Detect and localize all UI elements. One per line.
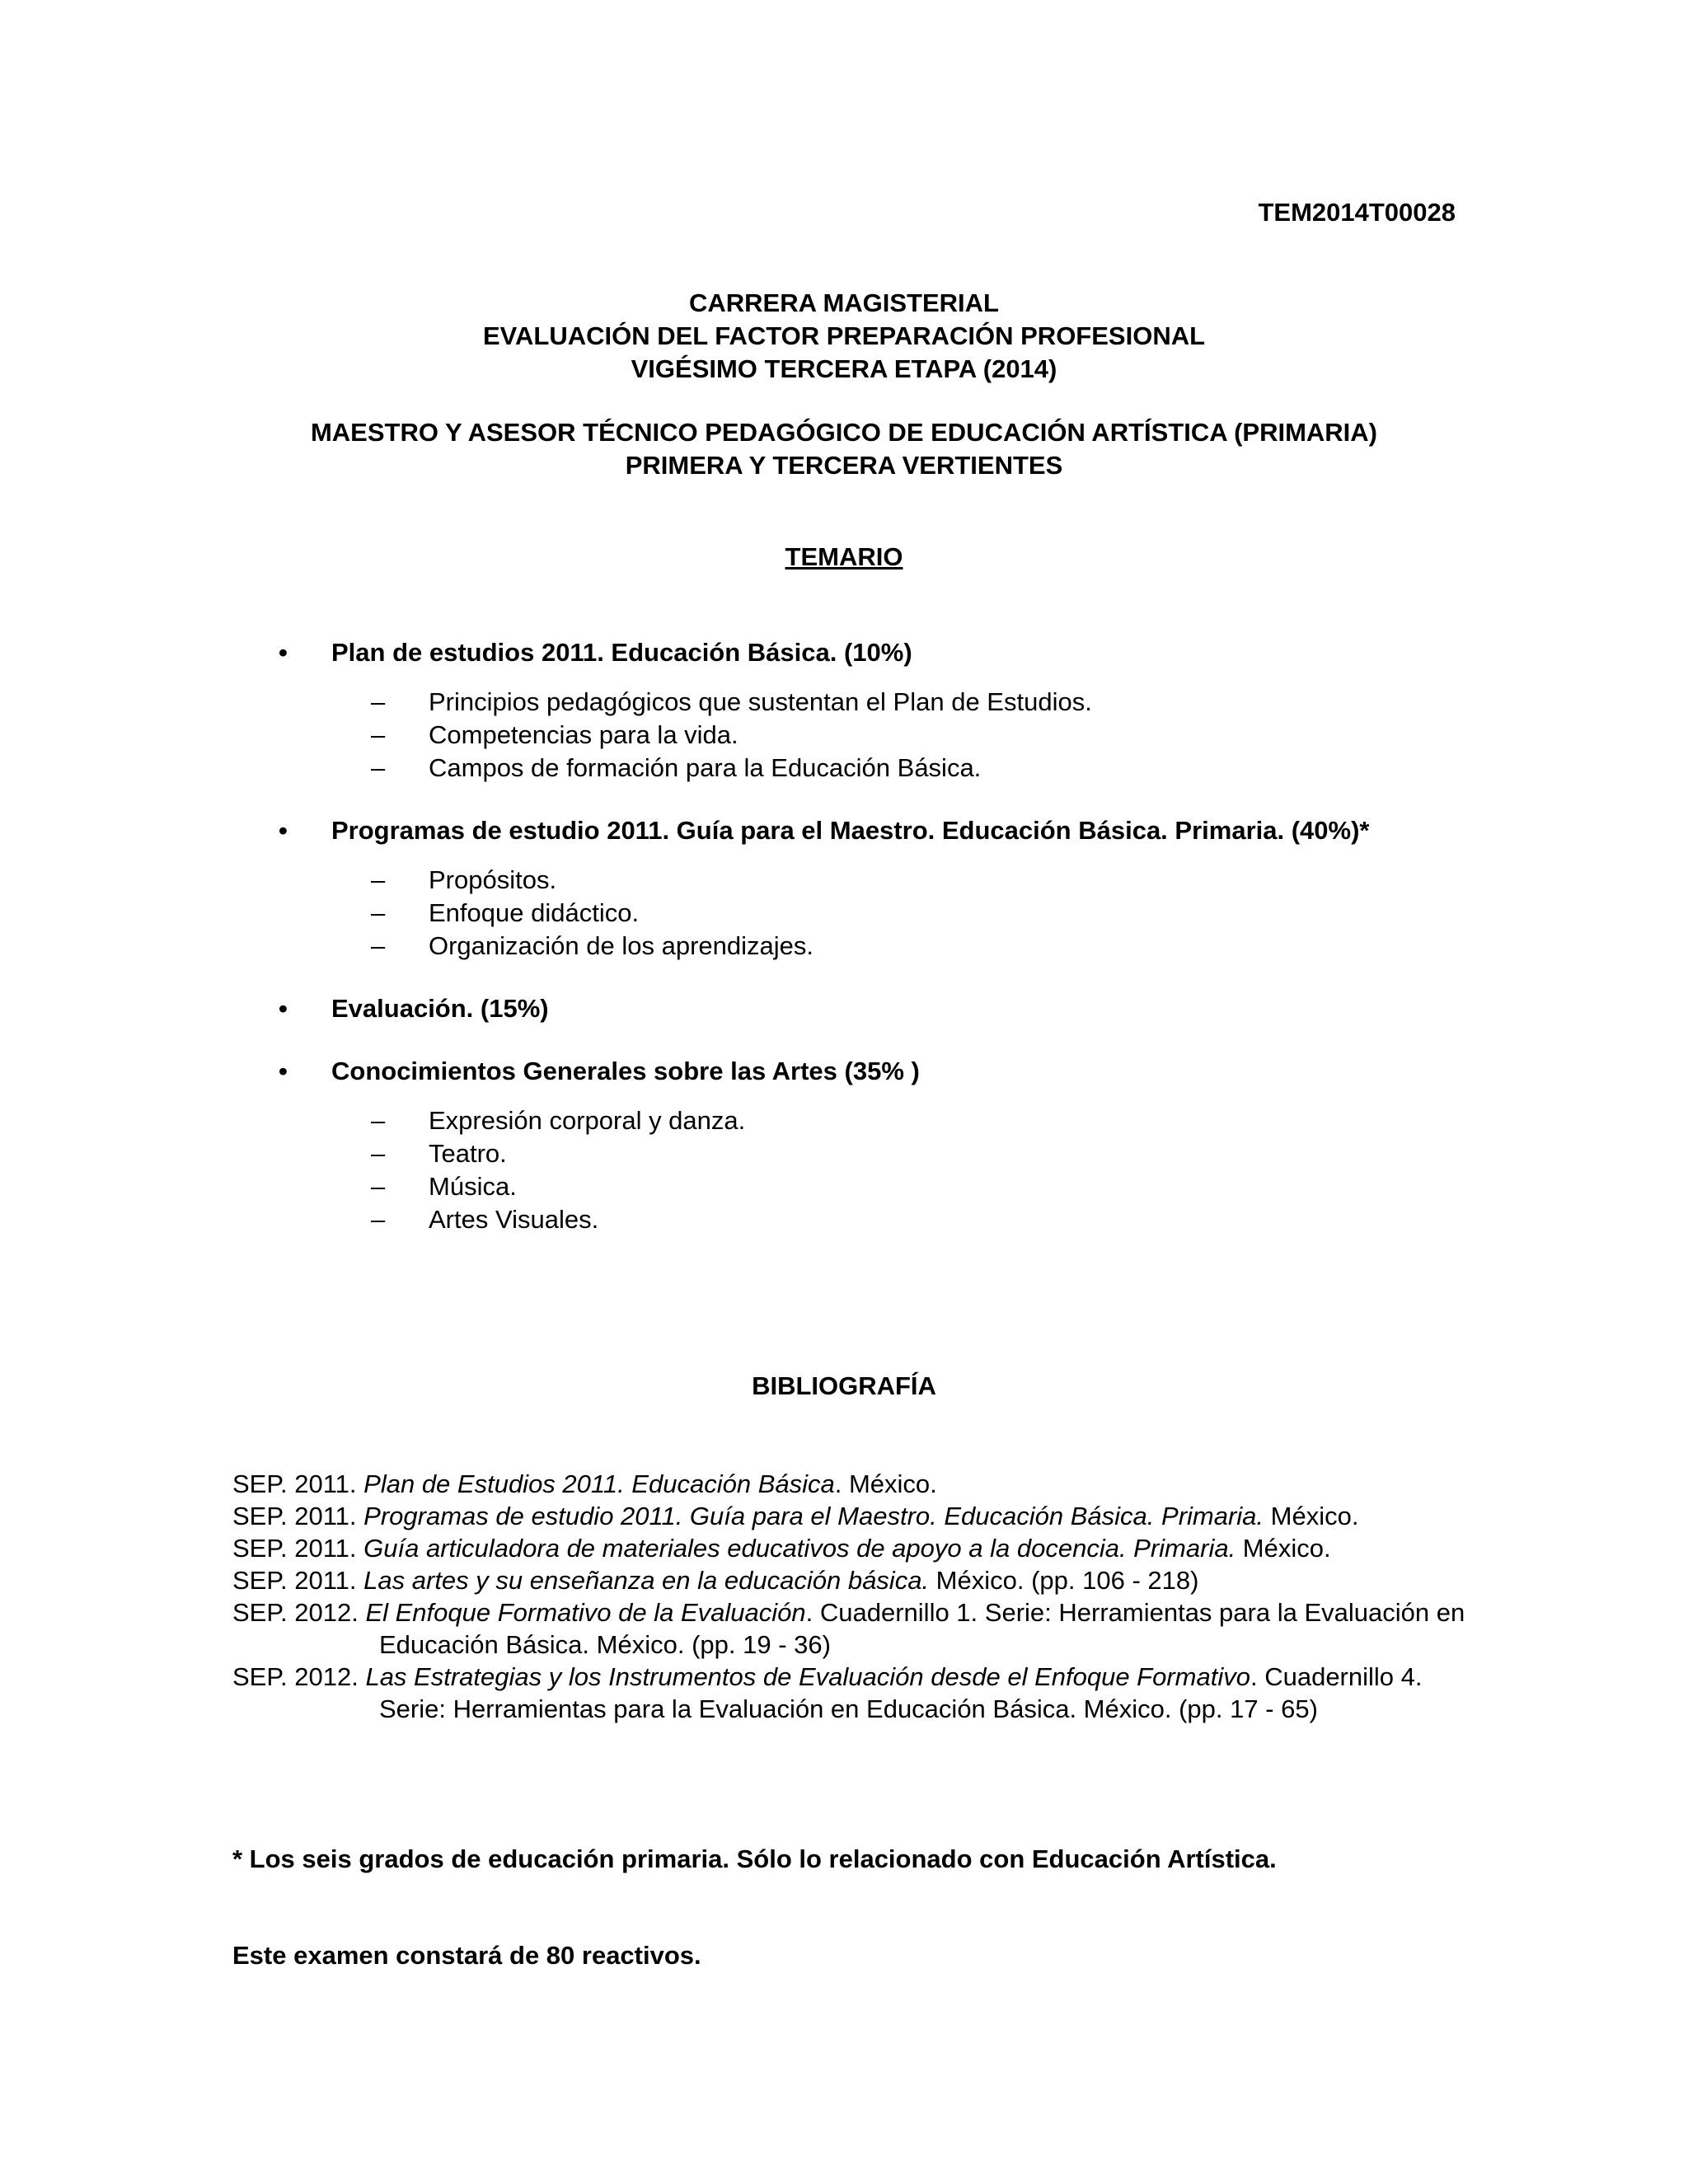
subtopic-item xyxy=(371,1203,1442,1236)
document-code: TEM2014T00028 xyxy=(1258,198,1456,227)
footnote: * Los seis grados de educación primaria. Sólo lo relacionado con Educación Artística. xyxy=(232,1844,1277,1873)
subtopic-text: Organización de los aprendizajes. xyxy=(429,931,814,960)
bibliography-entry xyxy=(232,1468,1469,1500)
subtopic-item xyxy=(371,1104,1442,1137)
subtopic-text: Música. xyxy=(429,1172,517,1201)
subtopic-list xyxy=(331,1104,1442,1236)
dash-icon: – xyxy=(371,720,386,749)
bib-rest: México. (pp. 106 - 218) xyxy=(929,1566,1199,1595)
bibliography-entry xyxy=(232,1564,1469,1596)
bib-title: Plan de Estudios 2011. Educación Básica xyxy=(363,1469,835,1498)
subtopic-text: Teatro. xyxy=(429,1139,507,1168)
bibliography-entry xyxy=(232,1661,1469,1725)
subtopic-text: Competencias para la vida. xyxy=(429,720,738,749)
topic-item xyxy=(272,1055,1442,1236)
subtopic-list xyxy=(331,864,1442,963)
bib-rest: . Cuadernillo 1. Serie: Herramientas para la Evaluación en Educación Básica. México. (pp. 19 - 36) xyxy=(379,1598,1465,1659)
dash-icon: – xyxy=(371,1172,386,1201)
exam-note: Este examen constará de 80 reactivos. xyxy=(232,1941,701,1970)
document-header xyxy=(0,287,1688,386)
bullet-icon: • xyxy=(279,816,288,845)
topic-item xyxy=(272,814,1442,963)
bib-author-year: SEP. 2012. xyxy=(232,1598,366,1627)
topic-title: Programas de estudio 2011. Guía para el Maestro. Educación Básica. Primaria. (40%)* xyxy=(331,816,1370,845)
topic-title: Plan de estudios 2011. Educación Básica. (10%) xyxy=(331,638,912,667)
temario-title: TEMARIO xyxy=(785,542,903,571)
subtopic-text: Propósitos. xyxy=(429,865,557,894)
bib-title: Guía articuladora de materiales educativos de apoyo a la docencia. Primaria. xyxy=(363,1534,1236,1563)
document-subheader xyxy=(0,416,1688,482)
dash-icon: – xyxy=(371,1106,386,1135)
subtopic-item xyxy=(371,930,1442,963)
bib-rest: . Cuadernillo 4. Serie: Herramientas para la Evaluación en Educación Básica. México. (pp. 17 - 65) xyxy=(379,1662,1423,1723)
subtopic-item xyxy=(371,686,1442,719)
subtopic-item xyxy=(371,752,1442,785)
subtopic-item xyxy=(371,1137,1442,1170)
subtopic-list xyxy=(331,686,1442,785)
dash-icon: – xyxy=(371,865,386,894)
subtopic-text: Campos de formación para la Educación Básica. xyxy=(429,753,982,782)
bibliography-entry xyxy=(232,1500,1469,1532)
bib-title: Programas de estudio 2011. Guía para el Maestro. Educación Básica. Primaria. xyxy=(363,1502,1264,1530)
bullet-icon: • xyxy=(279,1057,288,1085)
subtopic-item xyxy=(371,864,1442,897)
bib-author-year: SEP. 2011. xyxy=(232,1469,364,1498)
topic-item xyxy=(272,636,1442,785)
bibliography-entry xyxy=(232,1596,1469,1661)
dash-icon: – xyxy=(371,687,386,716)
topic-item xyxy=(272,992,1442,1025)
topic-title: Conocimientos Generales sobre las Artes (35% ) xyxy=(331,1057,920,1085)
subtopic-text: Principios pedagógicos que sustentan el Plan de Estudios. xyxy=(429,687,1092,716)
dash-icon: – xyxy=(371,1139,386,1168)
dash-icon: – xyxy=(371,1205,386,1234)
bibliography-title: BIBLIOGRAFÍA xyxy=(752,1371,936,1400)
header-line-stage: VIGÉSIMO TERCERA ETAPA (2014) xyxy=(631,354,1057,383)
bib-title: Las Estrategias y los Instrumentos de Evaluación desde el Enfoque Formativo xyxy=(365,1662,1250,1691)
bib-rest: México. xyxy=(1236,1534,1331,1563)
bib-rest: México. xyxy=(1264,1502,1359,1530)
bullet-icon: • xyxy=(279,638,288,667)
subtopic-item xyxy=(371,719,1442,752)
subtopic-text: Enfoque didáctico. xyxy=(429,898,640,927)
subheader-line-role: MAESTRO Y ASESOR TÉCNICO PEDAGÓGICO DE EDUCACIÓN ARTÍSTICA (PRIMARIA) xyxy=(310,418,1378,447)
bib-author-year: SEP. 2012. xyxy=(232,1662,366,1691)
dash-icon: – xyxy=(371,931,386,960)
bib-author-year: SEP. 2011. xyxy=(232,1534,364,1563)
dash-icon: – xyxy=(371,898,386,927)
bib-title: El Enfoque Formativo de la Evaluación xyxy=(365,1598,806,1627)
bib-author-year: SEP. 2011. xyxy=(232,1502,364,1530)
header-line-program: CARRERA MAGISTERIAL xyxy=(688,288,999,317)
bibliography-list xyxy=(232,1468,1469,1725)
bib-rest: . México. xyxy=(834,1469,937,1498)
subtopic-item xyxy=(371,1170,1442,1203)
subtopic-item xyxy=(371,897,1442,930)
subheader-line-vertientes: PRIMERA Y TERCERA VERTIENTES xyxy=(625,451,1063,480)
topic-list xyxy=(272,636,1442,1266)
dash-icon: – xyxy=(371,753,386,782)
topic-title: Evaluación. (15%) xyxy=(331,994,549,1023)
bullet-icon: • xyxy=(279,994,288,1023)
bib-title: Las artes y su enseñanza en la educación básica. xyxy=(363,1566,930,1595)
header-line-evaluation: EVALUACIÓN DEL FACTOR PREPARACIÓN PROFESIONAL xyxy=(482,321,1206,350)
bib-author-year: SEP. 2011. xyxy=(232,1566,364,1595)
bibliography-entry xyxy=(232,1532,1469,1564)
subtopic-text: Artes Visuales. xyxy=(429,1205,599,1234)
subtopic-text: Expresión corporal y danza. xyxy=(429,1106,746,1135)
